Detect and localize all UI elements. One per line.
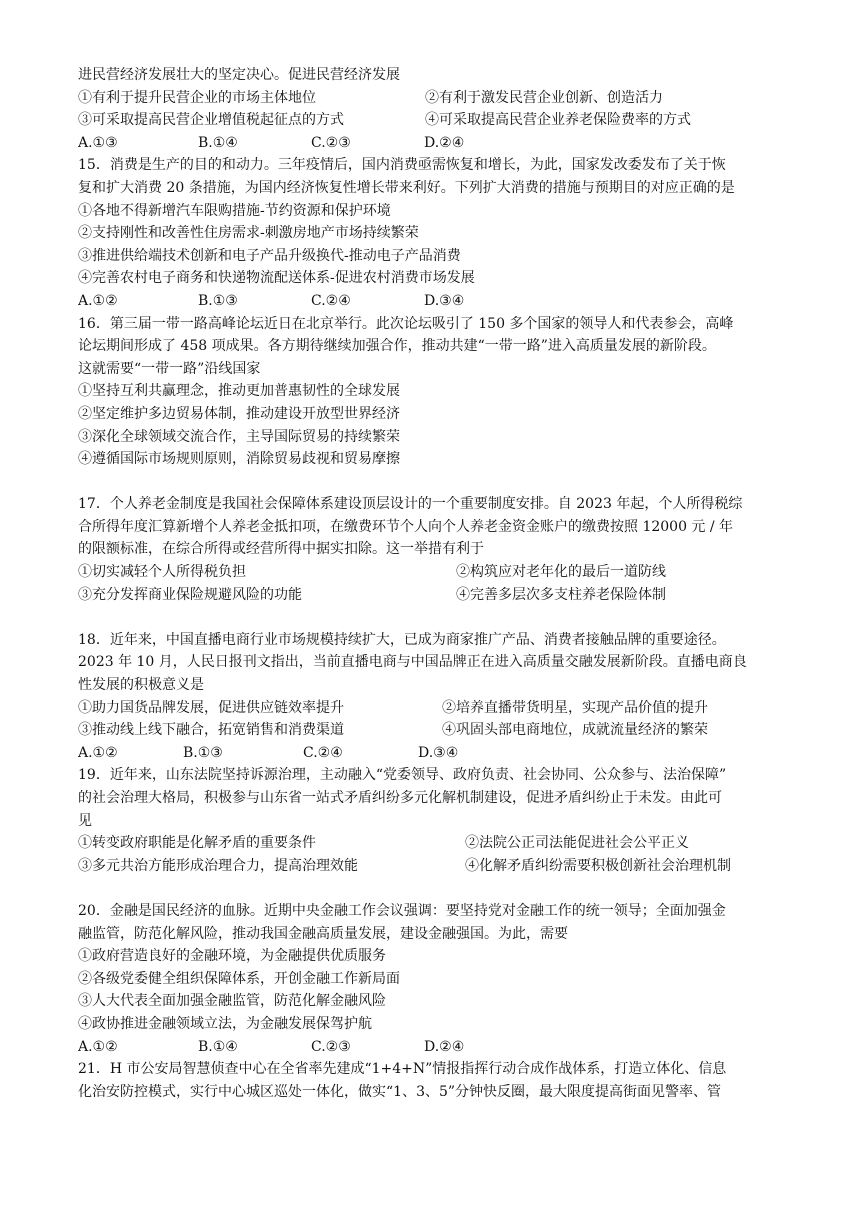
q18-item-3: ③推动线上线下融合，拓宽销售和消费渠道 — [78, 722, 344, 739]
q16-item-4: ④遵循国际市场规则原则，消除贸易歧视和贸易摩擦 — [78, 451, 400, 468]
q14-items-row-2 — [78, 109, 798, 132]
q19-item-2: ②法院公正司法能促进社会公平正义 — [465, 835, 689, 852]
q17-item-1: ①切实减轻个人所得税负担 — [78, 564, 246, 581]
q18-stem-line-2: 2023 年 10 月，人民日报刊文指出，当前直播电商与中国品牌正在进入高质量交融发展新阶段。直播电商良 — [78, 654, 747, 671]
q16-stem-line-2: 论坛期间形成了 458 项成果。各方期待继续加强合作，推动共建“一带一路”进入高质量发展的新阶段。 — [78, 338, 716, 355]
exam-page — [78, 64, 798, 1103]
q14-item-2: ②有利于激发民营企业创新、创造活力 — [425, 89, 663, 106]
q16-item-1: ①坚持互利共赢理念，推动更加普惠韧性的全球发展 — [78, 383, 400, 400]
q19-item-3: ③多元共治方能形成治理合力，提高治理效能 — [78, 857, 358, 874]
q17-item-2: ②构筑应对老年化的最后一道防线 — [456, 564, 666, 581]
q17-stem-line-1: 17．个人养老金制度是我国社会保障体系建设顶层设计的一个重要制度安排。自 2023 年起，个人所得税综 — [78, 496, 743, 513]
q17-item-4: ④完善多层次多支柱养老保险体制 — [456, 586, 666, 603]
q14-option-d: D.②④ — [424, 134, 465, 151]
q14-option-c: C.②③ — [311, 134, 351, 151]
q15-option-c: C.②④ — [311, 292, 351, 309]
q19-item-4: ④化解矛盾纠纷需要积极创新社会治理机制 — [465, 857, 731, 874]
q18-stem-line-1: 18．近年来，中国直播电商行业市场规模持续扩大，已成为商家推广产品、消费者接触品牌的重要途径。 — [78, 631, 726, 648]
q21-stem-line-2: 化治安防控模式，实行中心城区巡处一体化，做实“1、3、5”分钟快反圈，最大限度提高街面见警率、管 — [78, 1083, 722, 1100]
q15-item-2: ②支持刚性和改善性住房需求-刺激房地产市场持续繁荣 — [78, 225, 419, 242]
q15-options — [78, 290, 798, 313]
q14-option-a: A.①③ — [78, 134, 118, 151]
q21-stem-line-1: 21．H 市公安局智慧侦查中心在全省率先建成“1+4+N”情报指挥行动合成作战体系，打造立体化、信息 — [78, 1061, 727, 1078]
q17-options — [78, 606, 798, 629]
q14-stem: 进民营经济发展壮大的坚定决心。促进民营经济发展 — [78, 67, 400, 83]
q15-option-a: A.①② — [78, 292, 118, 309]
q15-stem-line-2: 复和扩大消费 20 条措施，为国内经济恢复性增长带来利好。下列扩大消费的措施与预期目的对应正确的是 — [78, 179, 735, 196]
q14-item-1: ①有利于提升民营企业的市场主体地位 — [78, 89, 316, 106]
q16-stem-line-1: 16．第三届一带一路高峰论坛近日在北京举行。此次论坛吸引了 150 多个国家的领导人和代表参会，高峰 — [78, 315, 734, 332]
q18-option-b: B.①③ — [183, 744, 223, 761]
q14-item-3: ③可采取提高民营企业增值税起征点的方式 — [78, 112, 344, 129]
q19-item-1: ①转变政府职能是化解矛盾的重要条件 — [78, 835, 316, 852]
q20-option-b: B.①④ — [198, 1038, 238, 1055]
q15-item-3: ③推进供给端技术创新和电子产品升级换代-推动电子产品消费 — [78, 247, 461, 264]
q20-item-3: ③人大代表全面加强金融监管，防范化解金融风险 — [78, 993, 386, 1010]
q14-option-b: B.①④ — [198, 134, 238, 151]
q20-options — [78, 1036, 798, 1059]
q17-items-row-1 — [78, 561, 798, 584]
q15-item-4: ④完善农村电子商务和快递物流配送体系-促进农村消费市场发展 — [78, 270, 475, 287]
q20-item-4: ④政协推进金融领域立法，为金融发展保驾护航 — [78, 1015, 372, 1032]
q19-stem-line-2: 的社会治理大格局，积极参与山东省一站式矛盾纠纷多元化解机制建设，促进矛盾纠纷止于未发。由此可 — [78, 790, 722, 806]
q15-option-d: D.③④ — [424, 292, 465, 309]
q18-stem-line-3: 性发展的积极意义是 — [78, 677, 204, 694]
q17-stem-line-3: 的限额标准，在综合所得或经营所得中据实扣除。这一举措有利于 — [78, 541, 484, 558]
q20-stem-line-1: 20．金融是国民经济的血脉。近期中央金融工作会议强调：要坚持党对金融工作的统一领导；全面加强金 — [78, 902, 726, 919]
q14-items-row-1 — [78, 87, 798, 110]
q16-item-3: ③深化全球领域交流合作，主导国际贸易的持续繁荣 — [78, 428, 400, 445]
q17-stem-line-2: 合所得年度汇算新增个人养老金抵扣项，在缴费环节个人向个人养老金资金账户的缴费按照 12000 元 / 年 — [78, 518, 734, 535]
q20-item-1: ①政府营造良好的金融环境，为金融提供优质服务 — [78, 948, 386, 965]
q16-item-2: ②坚定维护多边贸易体制，推动建设开放型世界经济 — [78, 405, 400, 422]
q19-stem-line-3: 见 — [78, 812, 92, 829]
q18-options — [78, 742, 798, 765]
q19-items-row-2 — [78, 855, 798, 878]
q20-option-a: A.①② — [78, 1038, 118, 1055]
q15-item-1: ①各地不得新增汽车限购措施-节约资源和保护环境 — [78, 202, 391, 219]
q20-item-2: ②各级党委健全组织保障体系，开创金融工作新局面 — [78, 970, 400, 987]
q18-items-row-1 — [78, 697, 798, 720]
q18-item-2: ②培养直播带货明星，实现产品价值的提升 — [442, 699, 708, 716]
q17-items-row-2 — [78, 584, 798, 607]
q18-items-row-2 — [78, 719, 798, 742]
q18-item-1: ①助力国货品牌发展，促进供应链效率提升 — [78, 699, 344, 716]
q15-option-b: B.①③ — [198, 292, 238, 309]
q18-item-4: ④巩固头部电商地位，成就流量经济的繁荣 — [442, 722, 708, 739]
q17-item-3: ③充分发挥商业保险规避风险的功能 — [78, 586, 302, 603]
q20-option-d: D.②④ — [424, 1038, 465, 1055]
q19-stem-line-1: 19．近年来，山东法院坚持诉源治理，主动融入“党委领导、政府负责、社会协同、公众参与、法治保障” — [78, 767, 727, 784]
q16-stem-line-3: 这就需要“一带一路”沿线国家 — [78, 360, 261, 377]
q16-options — [78, 471, 798, 494]
q15-stem-line-1: 15．消费是生产的目的和动力。三年疫情后，国内消费亟需恢复和增长，为此，国家发改委发布了关于恢 — [78, 157, 726, 174]
q14-item-4: ④可采取提高民营企业养老保险费率的方式 — [425, 112, 691, 129]
q14-options — [78, 132, 798, 155]
q20-option-c: C.②③ — [311, 1038, 351, 1055]
q20-stem-line-2: 融监管，防范化解风险，推动我国金融高质量发展，建设金融强国。为此，需要 — [78, 925, 568, 942]
q18-option-d: D.③④ — [418, 744, 459, 761]
q18-option-a: A.①② — [78, 744, 118, 761]
q19-items-row-1 — [78, 832, 798, 855]
q19-options — [78, 877, 798, 900]
q18-option-c: C.②④ — [303, 744, 343, 761]
